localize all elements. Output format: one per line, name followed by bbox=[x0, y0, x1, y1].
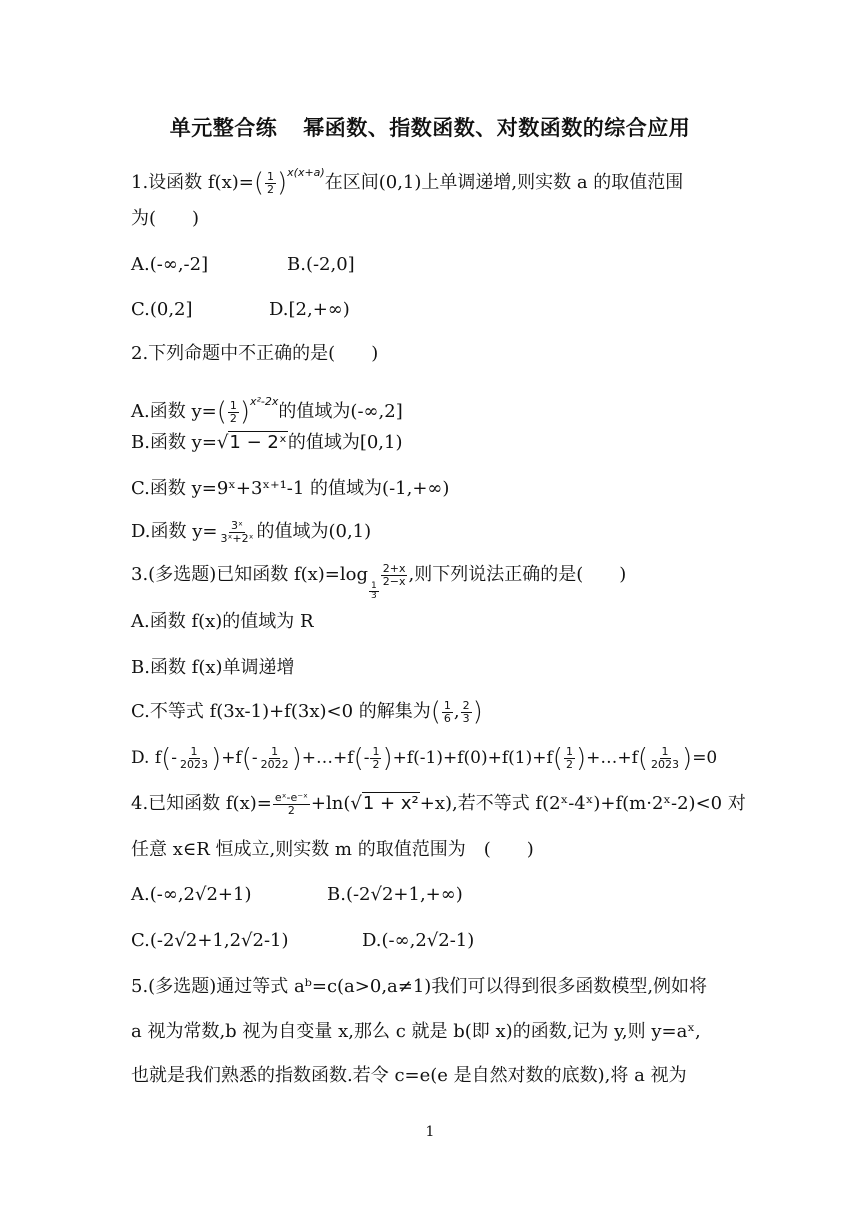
q1-stem-line2: 为( ) bbox=[131, 208, 200, 229]
q3-stem: 3.(多选题)已知函数 f(x)=log $\frac{1}{3}$ $\frac{2+x}{2-x}$ ,则下列说法正确的是( ) bbox=[131, 561, 627, 601]
q2-option-b: B.函数 y=√1 − 2ˣ的值域为[0,1) bbox=[131, 430, 403, 456]
q1-option-a: A.(-∞,-2] bbox=[131, 254, 209, 275]
q3-option-c: C.不等式 f(3x-1)+f(3x)<0 的解集为( $\frac{1}{6}$ , $\frac{2}{3}$ ) bbox=[131, 697, 483, 727]
q2-stem: 2.下列命题中不正确的是( ) bbox=[131, 343, 379, 364]
q4-option-c: C.(-2√2+1,2√2-1) bbox=[131, 930, 289, 951]
q2-option-d: D.函数 y= $\frac{\text{3ˣ}}{\text{3ˣ+2ˣ}}$ 的值域为(0,1) bbox=[131, 518, 372, 545]
q3-option-b: B.函数 f(x)单调递增 bbox=[131, 657, 295, 678]
q5-line3: 也就是我们熟悉的指数函数.若令 c=e(e 是自然对数的底数),将 a 视为 bbox=[131, 1065, 687, 1086]
q2-option-c: C.函数 y=9ˣ+3ˣ⁺¹-1 的值域为(-1,+∞) bbox=[131, 478, 450, 499]
page-number: 1 bbox=[425, 1124, 435, 1140]
q1-exponent: x(x+a) bbox=[287, 166, 325, 179]
q2-option-a: A.函数 y=( $\frac{1}{2}$ )$^{x^2-2x}$的值域为(-∞,2] bbox=[131, 395, 403, 427]
q5-line1: 5.(多选题)通过等式 aᵇ=c(a>0,a≠1)我们可以得到很多函数模型,例如将 bbox=[131, 976, 708, 997]
fraction-half: $\frac{1}{2}$ bbox=[267, 169, 274, 196]
title-main: 单元整合练 bbox=[169, 116, 278, 140]
q3-option-d: D. f(- $\frac{1}{2023}$ )+f(- $\frac{1}{2022}$ )+…+f(- $\frac{1}{2}$ )+f(-1)+f(0)+f(1)+f( $\frac{1}{2}$ )+…+f( $\frac{1}{2023}$ )=0 bbox=[131, 743, 718, 774]
q1-option-c: C.(0,2] bbox=[131, 299, 193, 320]
q4-stem-line2: 任意 x∈R 恒成立,则实数 m 的取值范围为 ( ) bbox=[131, 839, 534, 860]
title-sub: 幂函数、指数函数、对数函数的综合应用 bbox=[303, 116, 691, 140]
q1-option-b: B.(-2,0] bbox=[287, 254, 355, 275]
q4-option-a: A.(-∞,2√2+1) bbox=[131, 884, 252, 905]
q4-stem: 4.已知函数 f(x)= $\frac{\text{eˣ-e⁻ˣ}}{2}$ +ln(√1 + x²+x),若不等式 f(2ˣ-4ˣ)+f(m·2ˣ-2)<0 对 bbox=[131, 790, 746, 817]
q5-line2: a 视为常数,b 视为自变量 x,那么 c 就是 b(即 x)的函数,记为 y,则 y=aˣ, bbox=[131, 1021, 701, 1042]
q4-option-d: D.(-∞,2√2-1) bbox=[362, 930, 475, 951]
q4-option-b: B.(-2√2+1,+∞) bbox=[327, 884, 463, 905]
q1-stem: 1.设函数 f(x)=( $\frac{1}{2}$ )$^{x(x+a)}$在区间(0,1)上单调递增,则实数 a 的取值范围 bbox=[131, 166, 684, 198]
page-title bbox=[0, 112, 860, 142]
sqrt-expression: √1 − 2ˣ bbox=[216, 432, 287, 453]
q1-option-d: D.[2,+∞) bbox=[269, 299, 350, 320]
q3-option-a: A.函数 f(x)的值域为 R bbox=[131, 611, 314, 632]
